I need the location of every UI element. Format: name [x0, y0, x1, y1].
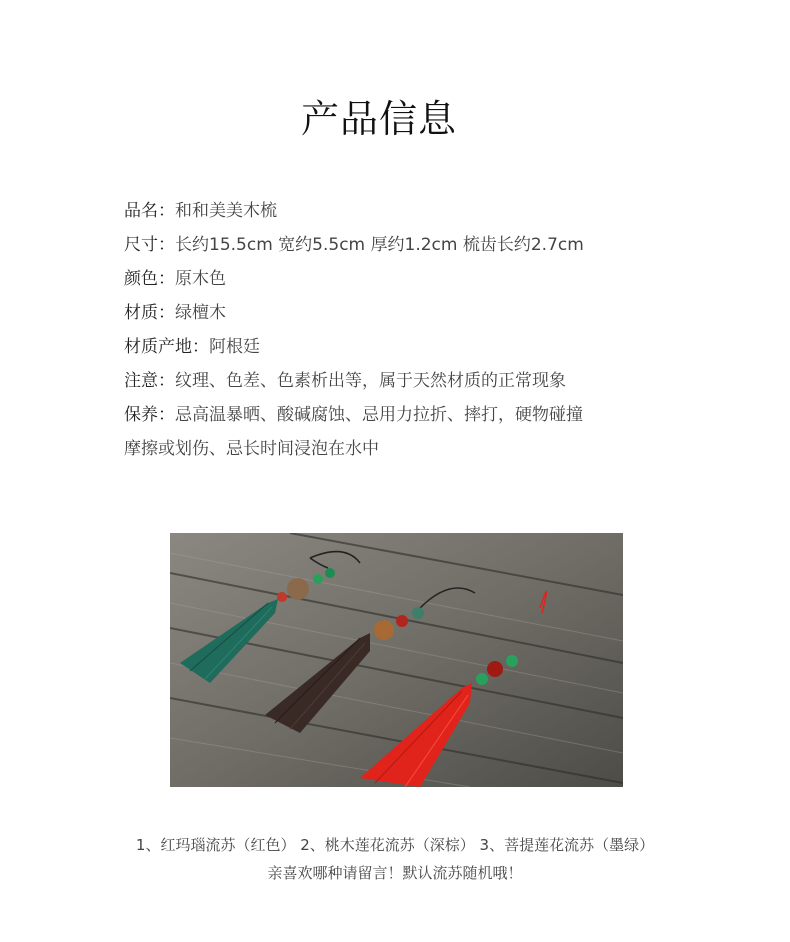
info-value: 长约15.5cm 宽约5.5cm 厚约1.2cm 梳齿长约2.7cm [175, 235, 584, 255]
product-photo [170, 533, 623, 787]
info-value: 绿檀木 [175, 303, 226, 323]
info-value: 摩擦或划伤、忌长时间浸泡在水中 [124, 439, 379, 459]
info-key: 尺寸： [124, 235, 175, 255]
info-row-material [124, 296, 724, 330]
caption-line-2: 亲喜欢哪种请留言！默认流苏随机哦！ [267, 864, 523, 882]
product-info-list [124, 194, 724, 466]
info-row-care-cont [124, 432, 724, 466]
info-key: 材质产地： [124, 337, 209, 357]
info-value: 原木色 [175, 269, 226, 289]
info-value: 纹理、色差、色素析出等，属于天然材质的正常现象 [175, 371, 566, 391]
info-key: 品名： [124, 201, 175, 221]
info-row-origin [124, 330, 724, 364]
caption-line-1: 1、红玛瑙流苏（红色） 2、桃木莲花流苏（深棕） 3、菩提莲花流苏（墨绿） [135, 836, 655, 854]
info-key: 材质： [124, 303, 175, 323]
info-row-size [124, 228, 724, 262]
info-row-name [124, 194, 724, 228]
info-row-care [124, 398, 724, 432]
info-value: 和和美美木梳 [175, 201, 277, 221]
info-row-color [124, 262, 724, 296]
info-key: 保养： [124, 405, 175, 425]
info-key: 颜色： [124, 269, 175, 289]
info-value: 阿根廷 [209, 337, 260, 357]
page-title: 产品信息 [300, 97, 457, 141]
info-row-notice [124, 364, 724, 398]
info-value: 忌高温暴晒、酸碱腐蚀、忌用力拉折、摔打，硬物碰撞 [175, 405, 583, 425]
info-key: 注意： [124, 371, 175, 391]
